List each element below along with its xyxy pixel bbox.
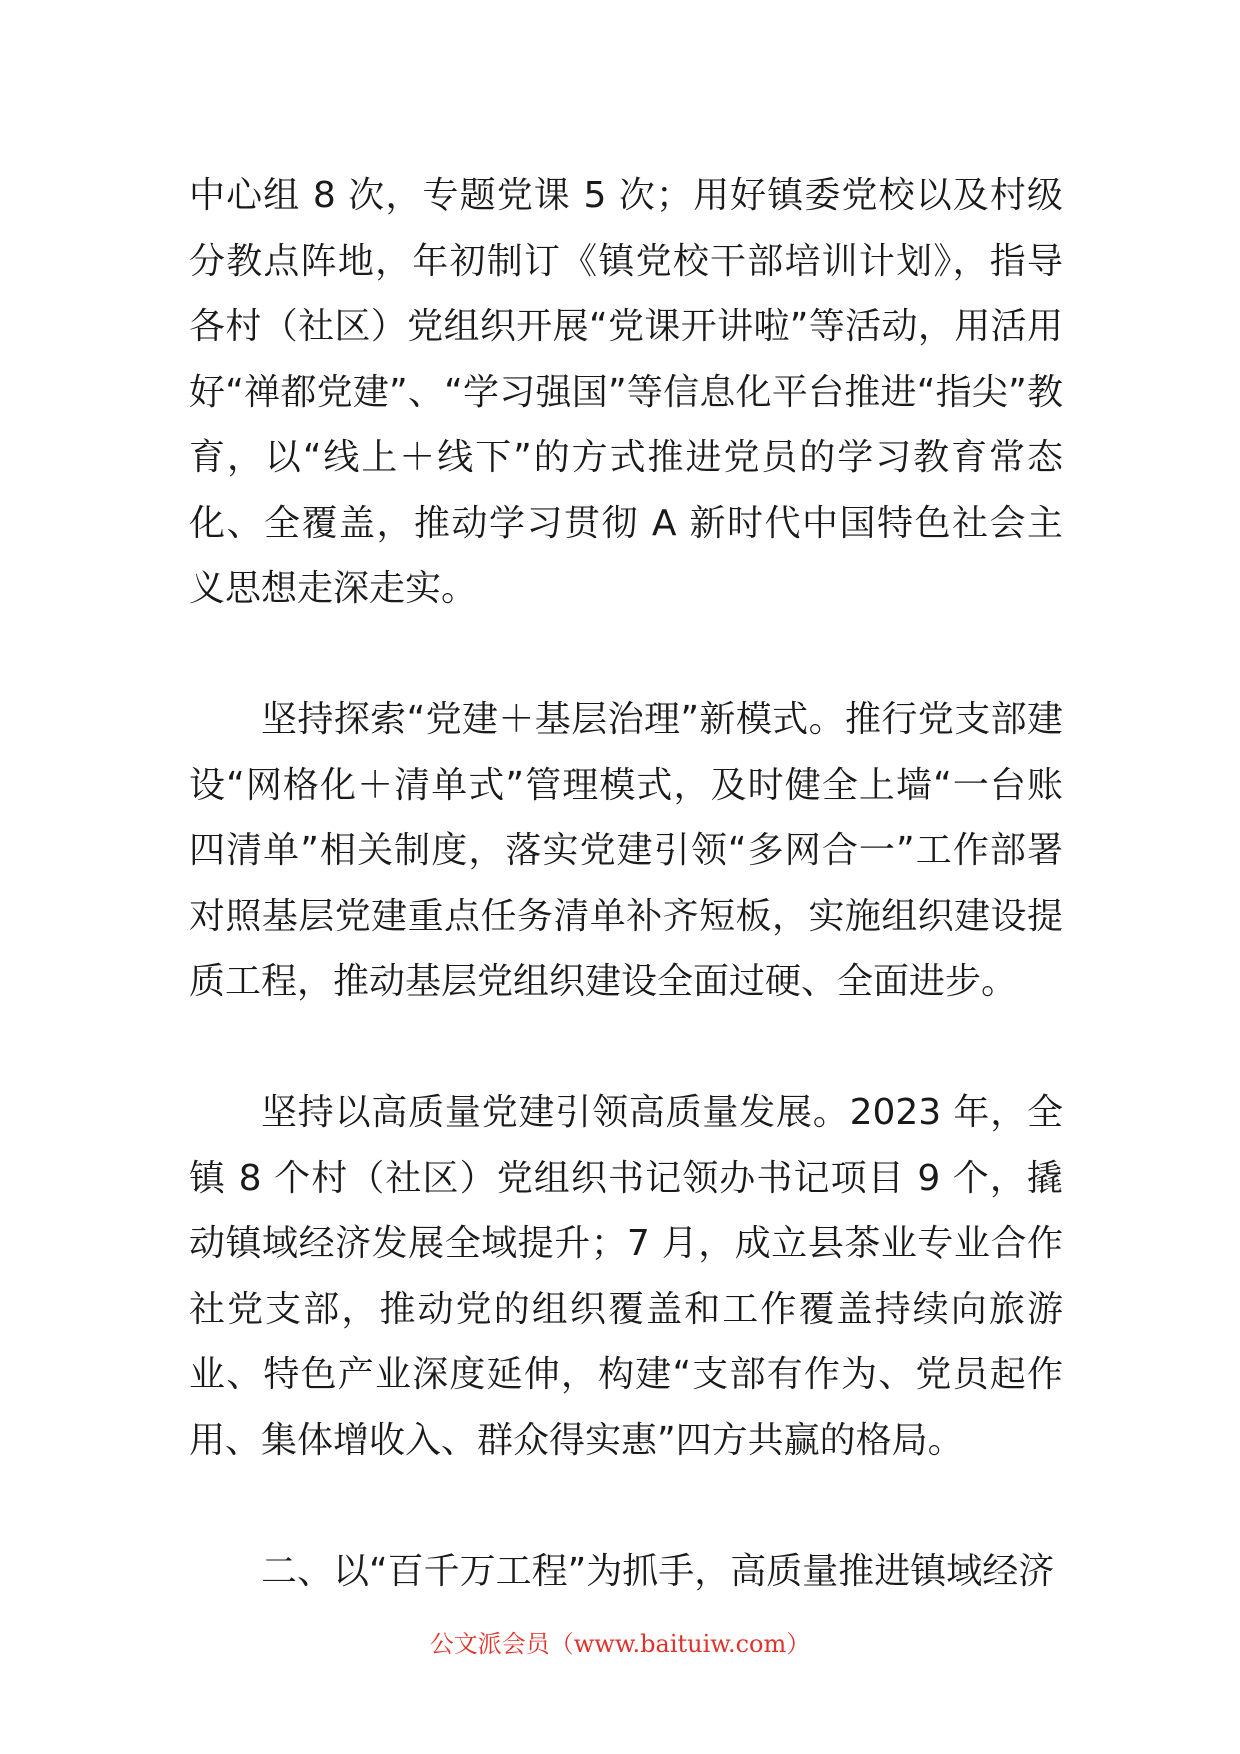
paragraph-continued: 中心组 8 次，专题党课 5 次；用好镇委党校以及村级分教点阵地，年初制订《镇党校干部培训计划》，指导各村（社区）党组织开展“党课开讲啦”等活动，用活用好“禅都党建”、“学习强国”等信息化平台推进“指尖”教育，以“线上＋线下”的方式推进党员的学习教育常态化、全覆盖，推动学习贯彻 A 新时代中国特色社会主义思想走深走实。 xyxy=(189,175,1063,609)
section-heading-two: 二、以“百千万工程”为抓手，高质量推进镇域经济 xyxy=(261,1550,1055,1592)
footer-watermark: 公文派会员（www.baituiw.com） xyxy=(429,1630,811,1658)
paragraph-quality-development: 坚持以高质量党建引领高质量发展。2023 年，全镇 8 个村（社区）党组织书记领办书记项目 9 个，撬动镇域经济发展全域提升；7 月，成立县茶业专业合作社党支部，推动党的组织覆盖和工作覆盖持续向旅游业、特色产业深度延伸，构建“支部有作为、党员起作用、集体增收入、群众得实惠”四方共赢的格局。 xyxy=(189,1092,1063,1461)
document-body xyxy=(189,163,1063,1670)
paragraph-party-building-governance: 坚持探索“党建＋基层治理”新模式。推行党支部建设“网格化＋清单式”管理模式，及时健全上墙“一台账四清单”相关制度，落实党建引领“多网合一”工作部署对照基层党建重点任务清单补齐短板，实施组织建设提质工程，推动基层党组织建设全面过硬、全面进步。 xyxy=(189,699,1063,1002)
